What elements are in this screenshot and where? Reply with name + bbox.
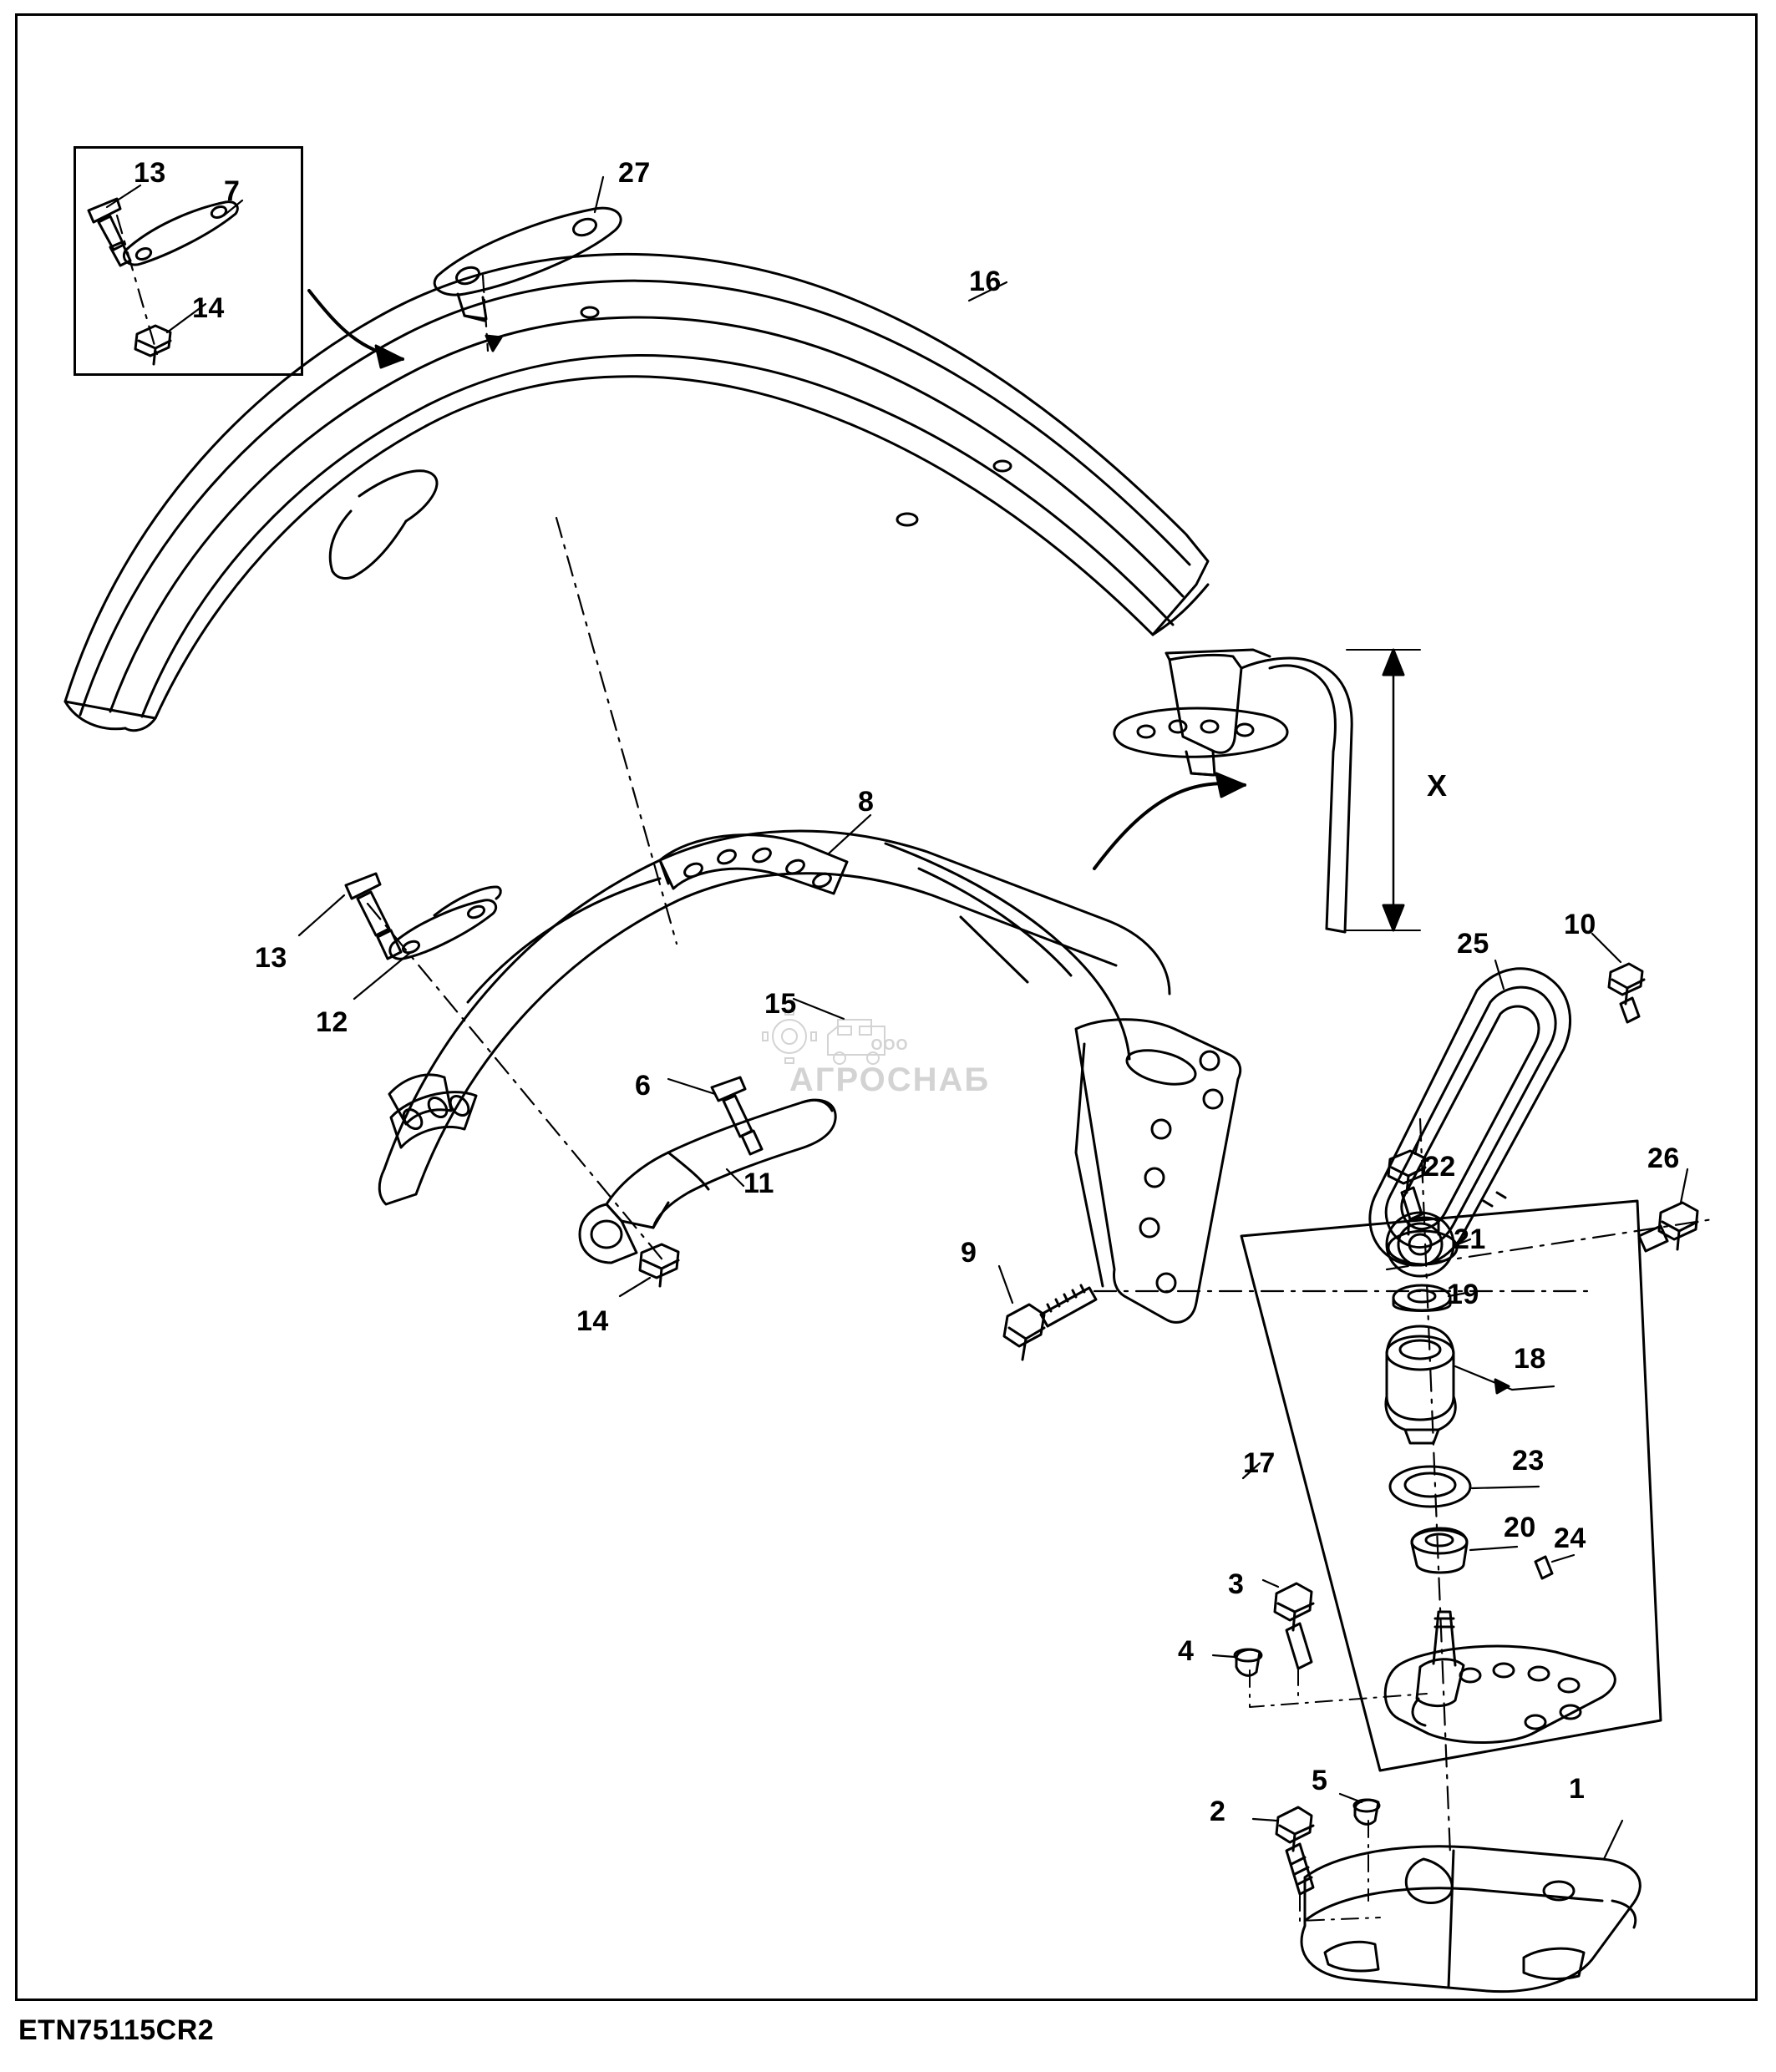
callout-26: 26 [1647, 1142, 1680, 1174]
callout-5: 5 [1312, 1765, 1328, 1796]
callout-22: 22 [1423, 1151, 1456, 1183]
callout-10: 10 [1564, 909, 1596, 940]
callout-14b: 14 [576, 1305, 609, 1337]
callout-3: 3 [1228, 1568, 1245, 1600]
callout-21: 21 [1454, 1223, 1486, 1255]
callout-24: 24 [1554, 1522, 1586, 1554]
callout-7: 7 [224, 175, 241, 207]
watermark-brand: АГРОСНАБ [789, 1061, 991, 1098]
callout-14a: 14 [192, 292, 225, 324]
callout-16: 16 [969, 266, 1002, 297]
callout-2: 2 [1210, 1796, 1226, 1827]
callout-23: 23 [1512, 1445, 1545, 1477]
callout-13a: 13 [134, 157, 166, 189]
callout-18: 18 [1514, 1343, 1546, 1375]
callout-15: 15 [764, 988, 797, 1020]
callout-17: 17 [1243, 1447, 1276, 1479]
watermark-prefix: ООО [870, 1036, 909, 1053]
callout-25: 25 [1457, 928, 1489, 960]
detail-inset-box [74, 146, 303, 376]
dimension-label-x: X [1427, 768, 1448, 803]
callout-6: 6 [635, 1070, 652, 1102]
callout-20: 20 [1504, 1512, 1536, 1543]
callout-1: 1 [1569, 1773, 1586, 1805]
callout-27: 27 [618, 157, 651, 189]
callout-4: 4 [1178, 1635, 1195, 1667]
callout-11: 11 [743, 1168, 774, 1199]
drawing-code: ETN75115CR2 [18, 2014, 215, 2046]
callout-9: 9 [961, 1237, 977, 1269]
callout-19: 19 [1447, 1279, 1479, 1310]
callout-12: 12 [316, 1006, 348, 1038]
callout-13b: 13 [255, 942, 287, 974]
callout-8: 8 [858, 786, 875, 818]
